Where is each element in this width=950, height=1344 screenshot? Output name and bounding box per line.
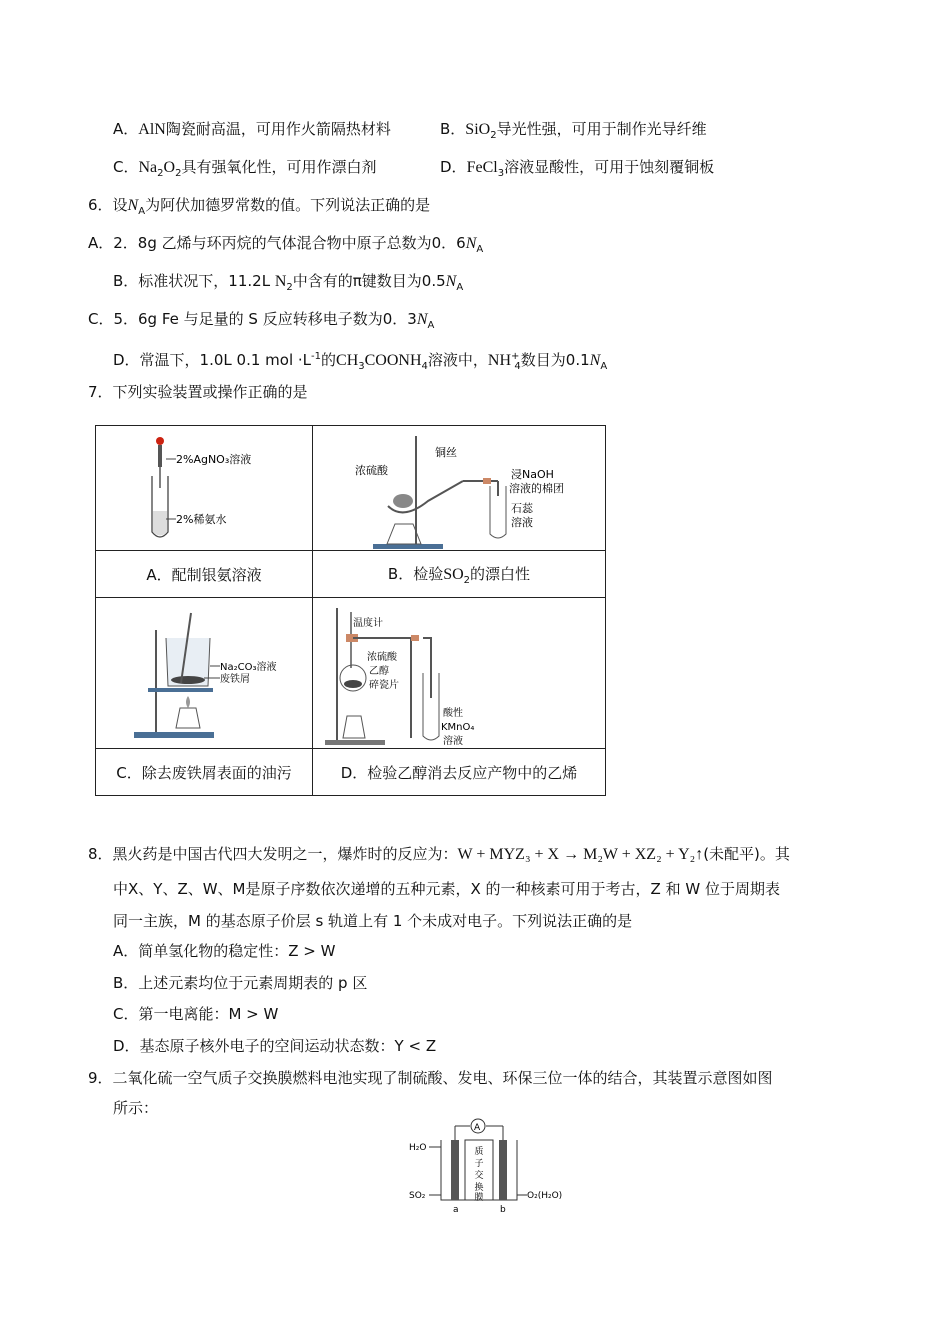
input-h2o-label: H₂O [409, 1143, 427, 1153]
input-o2-label: O₂(H₂O) [527, 1191, 563, 1201]
q7-cell-b-figure [313, 426, 606, 551]
q8-stem-line-3: 同一主族，M 的基态原子价层 s 轨道上有 1 个未成对电子。下列说法正确的是 [113, 912, 633, 930]
q7-cell-c-figure [96, 598, 313, 749]
test-tube-dropper-figure [96, 426, 312, 550]
label-na2co3: Na₂CO₃溶液 [220, 662, 277, 673]
q6-option-a: A．2．8g 乙烯与环丙烷的气体混合物中原子总数为0．$6N_A$ [88, 234, 484, 255]
membrane-label-4: 换 [474, 1183, 484, 1193]
label-naoh-1: 浸NaOH [511, 468, 554, 481]
input-so2-label: SO₂ [409, 1191, 426, 1201]
label-iron-scrap: 废铁屑 [220, 674, 250, 685]
label-kmno4-3: 溶液 [443, 736, 463, 747]
q7-caption-b: B．检验$SO_2$的漂白性 [313, 551, 606, 598]
label-thermometer: 温度计 [353, 618, 383, 629]
so2-apparatus-figure [313, 426, 605, 550]
beaker-heating-figure [96, 598, 312, 748]
q7-cell-a-figure [96, 426, 313, 551]
q8-option-d: D．基态原子核外电子的空间运动状态数：Y < Z [113, 1037, 437, 1055]
q8-option-c: C．第一电离能：M > W [113, 1005, 279, 1023]
label-naoh-2: 溶液的棉团 [509, 482, 564, 495]
label-litmus-1: 石蕊 [511, 502, 533, 515]
q7-apparatus-table [95, 425, 606, 796]
label-kmno4-2: KMnO₄ [441, 722, 475, 733]
membrane-label-3: 交 [474, 1171, 484, 1181]
electrode-a-label: a [453, 1205, 459, 1215]
label-conc-acid: 浓硫酸 [355, 464, 388, 477]
q8-equation: W + MYZ₃ + X → M₂W + XZ₂ + Y₂↑ [457, 846, 704, 863]
label-agno3: 2%AgNO₃溶液 [176, 453, 252, 466]
label-copper-wire: 铜丝 [435, 446, 457, 459]
membrane-label-2: 子 [474, 1159, 484, 1169]
label-ethanol: 乙醇 [369, 666, 389, 677]
membrane-label-1: 质 [474, 1147, 484, 1157]
q9-stem-line-2: 所示： [113, 1099, 159, 1117]
ammeter-label: A [474, 1123, 481, 1133]
label-porcelain-chips: 碎瓷片 [369, 680, 399, 691]
fuel-cell-diagram [405, 1118, 575, 1218]
q5-option-d: D．FeCl$_3$溶液显酸性，可用于蚀刻覆铜板 [440, 158, 715, 179]
q6-option-b: B．标准状况下，11.2L $N_2$中含有的π键数目为$0.5N_A$ [113, 272, 464, 293]
ethylene-apparatus-figure [313, 598, 605, 748]
q5-option-a: A．AlN陶瓷耐高温，可用作火箭隔热材料 [113, 120, 391, 138]
q7-caption-c: C．除去废铁屑表面的油污 [96, 749, 313, 796]
label-kmno4-1: 酸性 [443, 708, 463, 719]
q5-option-b: B．SiO$_2$导光性强，可用于制作光导纤维 [440, 120, 707, 141]
label-conc-acid-d: 浓硫酸 [367, 652, 397, 663]
q7-cell-d-figure [313, 598, 606, 749]
q8-stem-line-2: 中X、Y、Z、W、M是原子序数依次递增的五种元素，X 的一种核素可用于考古，Z 和 W 位于周期表 [113, 880, 780, 898]
label-litmus-2: 溶液 [511, 516, 533, 529]
q9-stem-line-1: 9．二氧化硫一空气质子交换膜燃料电池实现了制硫酸、发电、环保三位一体的结合，其装置示意图如图 [88, 1069, 773, 1087]
q8-option-b: B．上述元素均位于元素周期表的 p 区 [113, 974, 368, 992]
q6-option-d: D．常温下，1.0L 0.1 mol $\cdot L^{-1}$的$CH_3COONH_4$溶液中，$NH^+_4$数目为$0.1N_A$ [113, 351, 608, 372]
membrane-label-5: 膜 [474, 1193, 484, 1203]
q7-caption-a: A．配制银氨溶液 [96, 551, 313, 598]
electrode-b-label: b [500, 1205, 506, 1215]
q5-option-c: C．$Na_2O_2$具有强氧化性，可用作漂白剂 [113, 158, 377, 179]
label-ammonia: 2%稀氨水 [176, 513, 227, 526]
q6-stem: 6．设$N_A$为阿伏加德罗常数的值。下列说法正确的是 [88, 196, 431, 217]
q7-caption-d: D．检验乙醇消去反应产物中的乙烯 [313, 749, 606, 796]
q6-option-c: C．5．6g Fe 与足量的 S 反应转移电子数为0．$3N_A$ [88, 310, 435, 331]
q8-option-a: A．简单氢化物的稳定性：Z > W [113, 942, 336, 960]
q8-stem-line-1: 8．黑火药是中国古代四大发明之一，爆炸时的反应为：W + MYZ₃ + X → M₂W + XZ₂ + Y₂↑(未配平)。其 [88, 845, 790, 863]
q7-stem: 7．下列实验装置或操作正确的是 [88, 383, 308, 401]
